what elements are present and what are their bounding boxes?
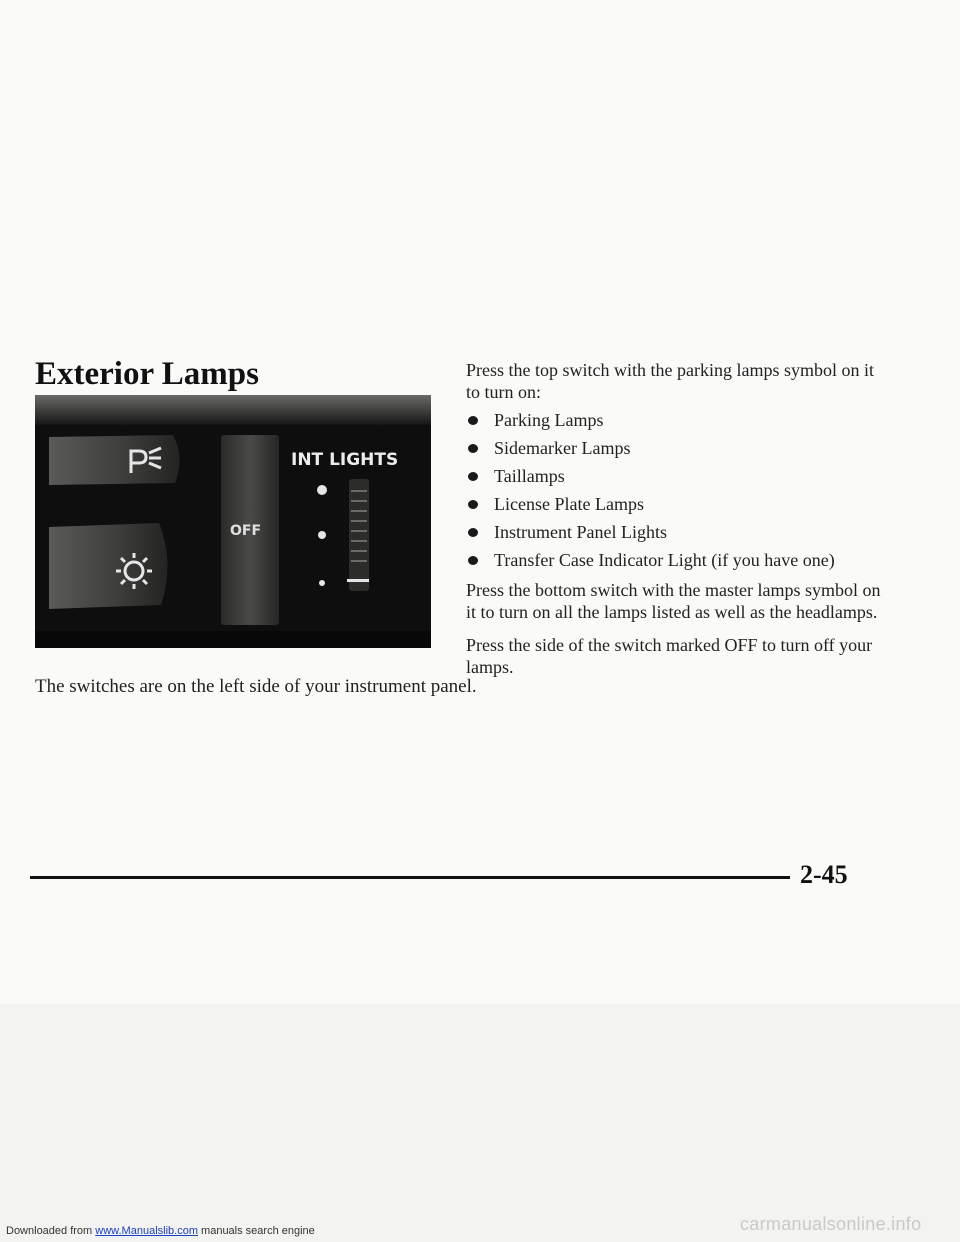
- bullet-icon: [468, 444, 478, 453]
- list-item: Instrument Panel Lights: [466, 521, 886, 543]
- instructions: [466, 359, 886, 678]
- section-heading: Exterior Lamps: [35, 356, 259, 392]
- download-footer: Downloaded from www.Manualslib.com manuals search engine: [6, 1225, 315, 1237]
- bullet-icon: [468, 528, 478, 537]
- page-number: 2-45: [800, 860, 848, 889]
- bullet-icon: [468, 500, 478, 509]
- list-item: Taillamps: [466, 465, 886, 487]
- parking-lamps-switch: [49, 435, 180, 485]
- list-item: Sidemarker Lamps: [466, 437, 886, 459]
- bullet-icon: [468, 472, 478, 481]
- switch-panel-photo: [35, 395, 431, 648]
- off-rocker-switch: [221, 435, 279, 625]
- watermark: carmanualsonline.info: [740, 1214, 922, 1234]
- list-item: License Plate Lamps: [466, 493, 886, 515]
- bullet-icon: [468, 556, 478, 565]
- lamp-list: [466, 409, 886, 571]
- intro-text: Press the top switch with the parking lamps symbol on it to turn on:: [466, 360, 874, 402]
- off-label: OFF: [230, 523, 262, 539]
- footer-rule: [30, 876, 790, 879]
- int-lights-label: INT LIGHTS: [291, 450, 399, 470]
- switch-panel-drawing: [35, 395, 431, 648]
- photo-caption: The switches are on the left side of your instrument panel.: [35, 676, 477, 697]
- manualslib-link[interactable]: www.Manualslib.com: [95, 1225, 198, 1237]
- off-switch-text: Press the side of the switch marked OFF to turn off your lamps.: [466, 635, 873, 677]
- bullet-icon: [468, 416, 478, 425]
- master-lamps-switch: [49, 523, 168, 609]
- list-item: Transfer Case Indicator Light (if you have one): [466, 549, 886, 571]
- list-item: Parking Lamps: [466, 409, 886, 431]
- master-switch-text: Press the bottom switch with the master lamps symbol on it to turn on all the lamps listed as well as the headlamps.: [466, 580, 881, 622]
